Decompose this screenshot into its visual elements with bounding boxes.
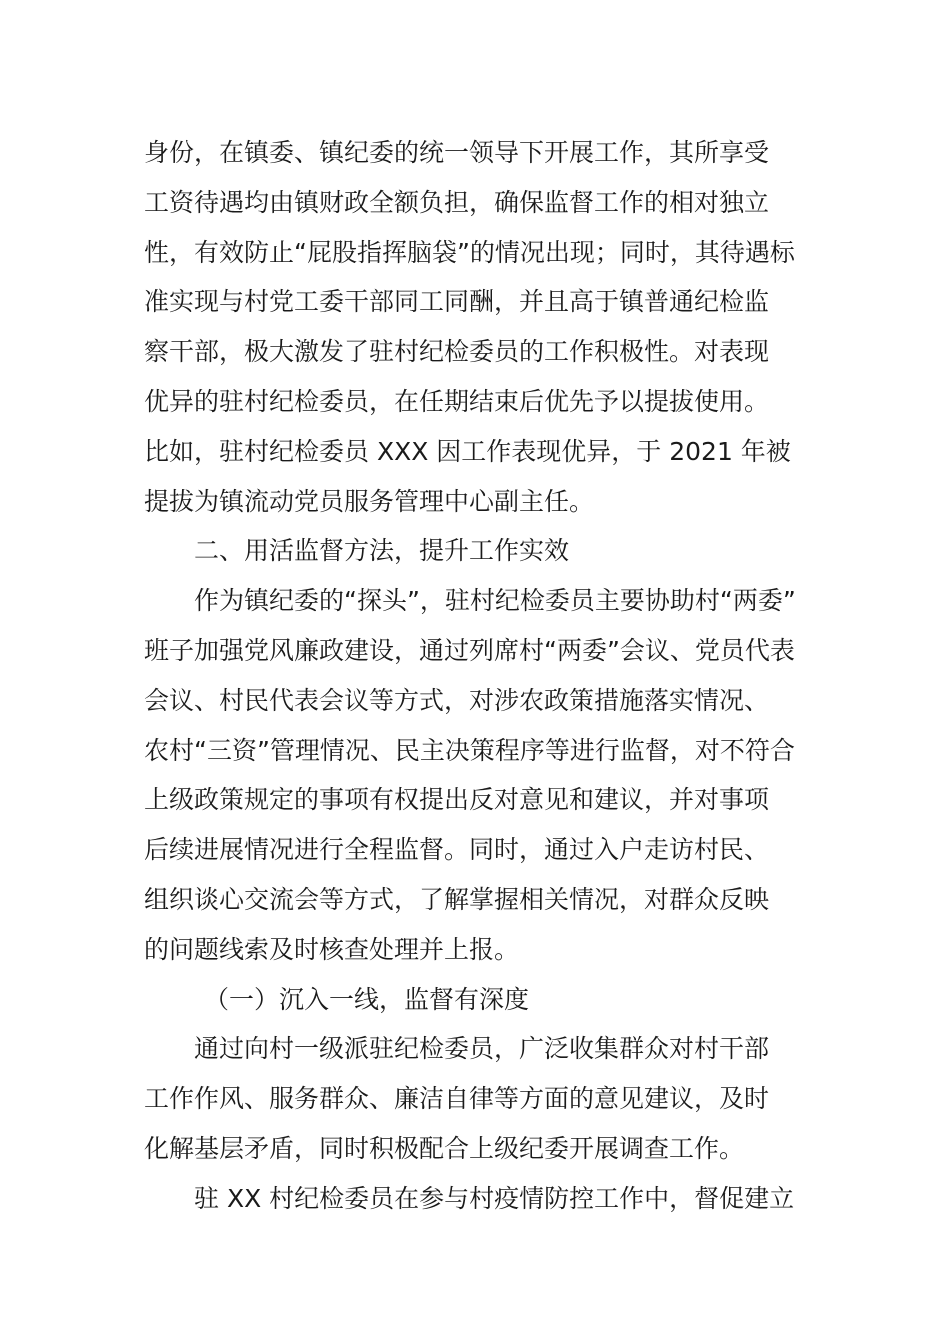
document-body <box>144 128 808 1224</box>
text-line: 作为镇纪委的“探头”，驻村纪检委员主要协助村“两委” <box>194 586 796 616</box>
section-heading: 二、用活监督方法，提升工作实效 <box>194 536 570 566</box>
text-line: 身份，在镇委、镇纪委的统一领导下开展工作，其所享受 <box>144 138 770 167</box>
text-line: 性，有效防止“屁股指挥脑袋”的情况出现；同时，其待遇标 <box>144 237 795 267</box>
text-line: 驻 XX 村纪检委员在参与村疫情防控工作中，督促建立 <box>194 1183 795 1213</box>
subsection-heading: （一）沉入一线，监督有深度 <box>204 984 530 1014</box>
text-line: 农村“三资”管理情况、民主决策程序等进行监督，对不符合 <box>144 735 795 765</box>
text-line: 的问题线索及时核查处理并上报。 <box>144 934 520 964</box>
text-line: 工资待遇均由镇财政全额负担，确保监督工作的相对独立 <box>144 187 770 217</box>
text-line: 通过向村一级派驻纪检委员，广泛收集群众对村干部 <box>194 1034 770 1064</box>
text-line: 班子加强党风廉政建设，通过列席村“两委”会议、党员代表 <box>144 635 795 665</box>
text-line: 准实现与村党工委干部同工同酬，并且高于镇普通纪检监 <box>144 287 770 317</box>
text-line: 工作作风、服务群众、廉洁自律等方面的意见建议，及时 <box>144 1084 770 1114</box>
text-line: 优异的驻村纪检委员，在任期结束后优先予以提拔使用。 <box>144 386 770 416</box>
text-line: 提拔为镇流动党员服务管理中心副主任。 <box>144 486 595 516</box>
text-line: 化解基层矛盾，同时积极配合上级纪委开展调查工作。 <box>144 1133 745 1163</box>
text-line: 会议、村民代表会议等方式，对涉农政策措施落实情况、 <box>144 685 770 715</box>
text-line: 上级政策规定的事项有权提出反对意见和建议，并对事项 <box>144 785 770 815</box>
text-line: 察干部，极大激发了驻村纪检委员的工作积极性。对表现 <box>144 337 770 367</box>
text-line: 后续进展情况进行全程监督。同时，通过入户走访村民、 <box>144 835 770 865</box>
text-line: 组织谈心交流会等方式，了解掌握相关情况，对群众反映 <box>144 884 770 914</box>
text-line: 比如，驻村纪检委员 XXX 因工作表现优异，于 2021 年被 <box>144 436 791 466</box>
